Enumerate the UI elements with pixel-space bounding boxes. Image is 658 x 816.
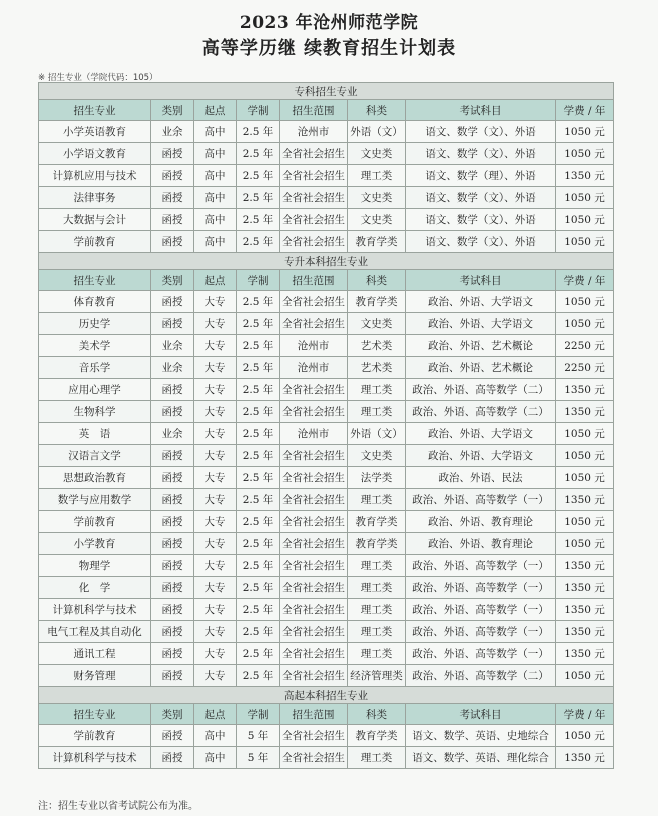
cell-tuition: 1350 元 xyxy=(556,747,614,769)
cell-exam-subjects: 语文、数学（文）、外语 xyxy=(406,209,556,231)
table-row xyxy=(39,357,614,379)
cell-tuition: 1050 元 xyxy=(556,511,614,533)
cell-enrollment-scope: 全省社会招生 xyxy=(280,291,348,313)
cell-enrollment-scope: 沧州市 xyxy=(280,121,348,143)
cell-category: 函授 xyxy=(151,577,194,599)
cell-enrollment-scope: 全省社会招生 xyxy=(280,379,348,401)
cell-duration: 2.5 年 xyxy=(237,143,280,165)
cell-tuition: 1050 元 xyxy=(556,423,614,445)
cell-major: 小学教育 xyxy=(39,533,151,555)
table-row xyxy=(39,143,614,165)
cell-enrollment-scope: 全省社会招生 xyxy=(280,599,348,621)
cell-start-level: 大专 xyxy=(194,467,237,489)
cell-major: 美术学 xyxy=(39,335,151,357)
cell-start-level: 高中 xyxy=(194,747,237,769)
cell-start-level: 大专 xyxy=(194,489,237,511)
cell-category: 函授 xyxy=(151,209,194,231)
cell-major: 计算机应用与技术 xyxy=(39,165,151,187)
cell-enrollment-scope: 全省社会招生 xyxy=(280,643,348,665)
cell-start-level: 大专 xyxy=(194,555,237,577)
cell-major: 思想政治教育 xyxy=(39,467,151,489)
cell-tuition: 2250 元 xyxy=(556,335,614,357)
table-row xyxy=(39,187,614,209)
cell-start-level: 大专 xyxy=(194,599,237,621)
cell-category: 函授 xyxy=(151,511,194,533)
cell-category: 函授 xyxy=(151,445,194,467)
column-header-row xyxy=(39,100,614,121)
cell-discipline: 教育学类 xyxy=(348,511,406,533)
cell-duration: 2.5 年 xyxy=(237,665,280,687)
cell-exam-subjects: 政治、外语、高等数学（二） xyxy=(406,665,556,687)
table-row xyxy=(39,555,614,577)
cell-tuition: 1350 元 xyxy=(556,621,614,643)
cell-exam-subjects: 政治、外语、教育理论 xyxy=(406,511,556,533)
cell-exam-subjects: 政治、外语、大学语文 xyxy=(406,291,556,313)
cell-start-level: 大专 xyxy=(194,643,237,665)
cell-tuition: 1050 元 xyxy=(556,467,614,489)
column-header-enrollment-scope: 招生范围 xyxy=(280,270,348,291)
table-row xyxy=(39,313,614,335)
cell-start-level: 大专 xyxy=(194,401,237,423)
cell-enrollment-scope: 全省社会招生 xyxy=(280,401,348,423)
cell-duration: 5 年 xyxy=(237,725,280,747)
table-row xyxy=(39,511,614,533)
cell-tuition: 1050 元 xyxy=(556,209,614,231)
cell-tuition: 1350 元 xyxy=(556,643,614,665)
cell-category: 函授 xyxy=(151,489,194,511)
table-row xyxy=(39,725,614,747)
column-header-enrollment-scope: 招生范围 xyxy=(280,100,348,121)
cell-duration: 2.5 年 xyxy=(237,577,280,599)
cell-category: 函授 xyxy=(151,555,194,577)
footnote: 注：招生专业以省考试院公布为准。 xyxy=(38,801,198,812)
cell-exam-subjects: 政治、外语、高等数学（二） xyxy=(406,379,556,401)
cell-start-level: 大专 xyxy=(194,665,237,687)
cell-enrollment-scope: 沧州市 xyxy=(280,357,348,379)
cell-enrollment-scope: 全省社会招生 xyxy=(280,231,348,253)
cell-category: 函授 xyxy=(151,467,194,489)
cell-exam-subjects: 语文、数学、英语、理化综合 xyxy=(406,747,556,769)
cell-start-level: 大专 xyxy=(194,445,237,467)
cell-discipline: 理工类 xyxy=(348,489,406,511)
cell-category: 函授 xyxy=(151,291,194,313)
table-row xyxy=(39,643,614,665)
cell-exam-subjects: 语文、数学（文）、外语 xyxy=(406,187,556,209)
cell-exam-subjects: 语文、数学（文）、外语 xyxy=(406,231,556,253)
cell-category: 业余 xyxy=(151,423,194,445)
column-header-row xyxy=(39,270,614,291)
cell-duration: 2.5 年 xyxy=(237,165,280,187)
cell-tuition: 1050 元 xyxy=(556,533,614,555)
table-row xyxy=(39,489,614,511)
cell-exam-subjects: 政治、外语、教育理论 xyxy=(406,533,556,555)
cell-category: 函授 xyxy=(151,533,194,555)
cell-exam-subjects: 语文、数学、英语、史地综合 xyxy=(406,725,556,747)
cell-start-level: 高中 xyxy=(194,143,237,165)
cell-discipline: 艺术类 xyxy=(348,357,406,379)
table-row xyxy=(39,467,614,489)
cell-duration: 2.5 年 xyxy=(237,511,280,533)
cell-tuition: 1050 元 xyxy=(556,291,614,313)
column-header-tuition: 学费 / 年 xyxy=(556,704,614,725)
cell-enrollment-scope: 全省社会招生 xyxy=(280,187,348,209)
cell-category: 函授 xyxy=(151,599,194,621)
cell-duration: 2.5 年 xyxy=(237,643,280,665)
cell-start-level: 高中 xyxy=(194,725,237,747)
cell-category: 函授 xyxy=(151,621,194,643)
cell-major: 历史学 xyxy=(39,313,151,335)
cell-duration: 2.5 年 xyxy=(237,533,280,555)
table-row xyxy=(39,665,614,687)
document-subtitle: 高等学历继 续教育招生计划表 xyxy=(201,38,457,59)
cell-discipline: 文史类 xyxy=(348,187,406,209)
table-row xyxy=(39,335,614,357)
cell-discipline: 理工类 xyxy=(348,621,406,643)
cell-duration: 2.5 年 xyxy=(237,599,280,621)
cell-start-level: 高中 xyxy=(194,165,237,187)
cell-discipline: 教育学类 xyxy=(348,231,406,253)
cell-duration: 2.5 年 xyxy=(237,121,280,143)
cell-category: 函授 xyxy=(151,643,194,665)
cell-start-level: 大专 xyxy=(194,291,237,313)
cell-tuition: 1350 元 xyxy=(556,165,614,187)
cell-major: 通讯工程 xyxy=(39,643,151,665)
cell-major: 小学语文教育 xyxy=(39,143,151,165)
cell-discipline: 外语（文） xyxy=(348,121,406,143)
cell-major: 汉语言文学 xyxy=(39,445,151,467)
cell-tuition: 1050 元 xyxy=(556,187,614,209)
cell-category: 函授 xyxy=(151,187,194,209)
document-title: 2023 年沧州师范学院 xyxy=(239,13,419,33)
cell-tuition: 1050 元 xyxy=(556,665,614,687)
cell-category: 业余 xyxy=(151,357,194,379)
column-header-discipline: 科类 xyxy=(348,100,406,121)
cell-major: 计算机科学与技术 xyxy=(39,747,151,769)
cell-major: 计算机科学与技术 xyxy=(39,599,151,621)
table-row xyxy=(39,291,614,313)
cell-exam-subjects: 语文、数学（文）、外语 xyxy=(406,121,556,143)
cell-discipline: 文史类 xyxy=(348,445,406,467)
cell-exam-subjects: 政治、外语、高等数学（一） xyxy=(406,599,556,621)
cell-exam-subjects: 政治、外语、高等数学（一） xyxy=(406,621,556,643)
cell-enrollment-scope: 全省社会招生 xyxy=(280,467,348,489)
cell-exam-subjects: 政治、外语、艺术概论 xyxy=(406,357,556,379)
column-header-major: 招生专业 xyxy=(39,270,151,291)
cell-discipline: 理工类 xyxy=(348,747,406,769)
cell-category: 函授 xyxy=(151,747,194,769)
cell-exam-subjects: 政治、外语、高等数学（二） xyxy=(406,401,556,423)
cell-major: 法律事务 xyxy=(39,187,151,209)
cell-major: 学前教育 xyxy=(39,511,151,533)
cell-exam-subjects: 政治、外语、高等数学（一） xyxy=(406,555,556,577)
cell-major: 音乐学 xyxy=(39,357,151,379)
cell-start-level: 大专 xyxy=(194,533,237,555)
cell-discipline: 文史类 xyxy=(348,143,406,165)
section-header-row xyxy=(39,83,614,100)
cell-tuition: 1050 元 xyxy=(556,725,614,747)
cell-tuition: 1350 元 xyxy=(556,401,614,423)
column-header-duration: 学制 xyxy=(237,270,280,291)
cell-tuition: 1350 元 xyxy=(556,577,614,599)
cell-tuition: 1050 元 xyxy=(556,313,614,335)
table-row xyxy=(39,209,614,231)
cell-exam-subjects: 政治、外语、高等数学（一） xyxy=(406,577,556,599)
cell-tuition: 1350 元 xyxy=(556,599,614,621)
cell-major: 物理学 xyxy=(39,555,151,577)
column-header-category: 类别 xyxy=(151,704,194,725)
cell-tuition: 1350 元 xyxy=(556,379,614,401)
cell-enrollment-scope: 全省社会招生 xyxy=(280,489,348,511)
section-title: 高起本科招生专业 xyxy=(39,687,614,704)
cell-enrollment-scope: 全省社会招生 xyxy=(280,621,348,643)
cell-enrollment-scope: 全省社会招生 xyxy=(280,143,348,165)
column-header-tuition: 学费 / 年 xyxy=(556,270,614,291)
cell-start-level: 高中 xyxy=(194,187,237,209)
cell-discipline: 外语（文） xyxy=(348,423,406,445)
table-row xyxy=(39,379,614,401)
cell-duration: 2.5 年 xyxy=(237,445,280,467)
table-row xyxy=(39,165,614,187)
cell-discipline: 艺术类 xyxy=(348,335,406,357)
cell-start-level: 大专 xyxy=(194,313,237,335)
cell-enrollment-scope: 全省社会招生 xyxy=(280,665,348,687)
table-row xyxy=(39,445,614,467)
cell-major: 小学英语教育 xyxy=(39,121,151,143)
column-header-major: 招生专业 xyxy=(39,100,151,121)
cell-major: 大数据与会计 xyxy=(39,209,151,231)
cell-exam-subjects: 政治、外语、高等数学（一） xyxy=(406,643,556,665)
cell-discipline: 理工类 xyxy=(348,165,406,187)
cell-category: 函授 xyxy=(151,725,194,747)
cell-major: 财务管理 xyxy=(39,665,151,687)
column-header-exam-subjects: 考试科目 xyxy=(406,100,556,121)
cell-enrollment-scope: 沧州市 xyxy=(280,335,348,357)
column-header-exam-subjects: 考试科目 xyxy=(406,704,556,725)
cell-discipline: 理工类 xyxy=(348,599,406,621)
cell-duration: 2.5 年 xyxy=(237,555,280,577)
cell-duration: 2.5 年 xyxy=(237,357,280,379)
cell-tuition: 1050 元 xyxy=(556,445,614,467)
cell-enrollment-scope: 全省社会招生 xyxy=(280,511,348,533)
table-row xyxy=(39,121,614,143)
table-row xyxy=(39,599,614,621)
cell-major: 学前教育 xyxy=(39,231,151,253)
cell-tuition: 1050 元 xyxy=(556,231,614,253)
cell-duration: 2.5 年 xyxy=(237,423,280,445)
cell-discipline: 法学类 xyxy=(348,467,406,489)
cell-category: 函授 xyxy=(151,165,194,187)
table-row xyxy=(39,231,614,253)
cell-discipline: 教育学类 xyxy=(348,533,406,555)
cell-category: 函授 xyxy=(151,665,194,687)
cell-duration: 2.5 年 xyxy=(237,209,280,231)
column-header-exam-subjects: 考试科目 xyxy=(406,270,556,291)
cell-category: 函授 xyxy=(151,379,194,401)
cell-category: 函授 xyxy=(151,313,194,335)
cell-enrollment-scope: 全省社会招生 xyxy=(280,445,348,467)
cell-enrollment-scope: 全省社会招生 xyxy=(280,165,348,187)
cell-enrollment-scope: 全省社会招生 xyxy=(280,577,348,599)
cell-exam-subjects: 政治、外语、艺术概论 xyxy=(406,335,556,357)
cell-discipline: 理工类 xyxy=(348,643,406,665)
cell-enrollment-scope: 沧州市 xyxy=(280,423,348,445)
column-header-start-level: 起点 xyxy=(194,100,237,121)
cell-start-level: 大专 xyxy=(194,621,237,643)
cell-start-level: 大专 xyxy=(194,423,237,445)
cell-category: 业余 xyxy=(151,335,194,357)
cell-category: 函授 xyxy=(151,401,194,423)
table-row xyxy=(39,577,614,599)
cell-major: 数学与应用数学 xyxy=(39,489,151,511)
table-row xyxy=(39,747,614,769)
cell-tuition: 1050 元 xyxy=(556,143,614,165)
cell-major: 英 语 xyxy=(39,423,151,445)
cell-exam-subjects: 政治、外语、大学语文 xyxy=(406,313,556,335)
cell-exam-subjects: 政治、外语、民法 xyxy=(406,467,556,489)
column-header-start-level: 起点 xyxy=(194,704,237,725)
cell-duration: 5 年 xyxy=(237,747,280,769)
cell-enrollment-scope: 全省社会招生 xyxy=(280,209,348,231)
column-header-category: 类别 xyxy=(151,100,194,121)
column-header-duration: 学制 xyxy=(237,704,280,725)
cell-discipline: 文史类 xyxy=(348,313,406,335)
cell-enrollment-scope: 全省社会招生 xyxy=(280,725,348,747)
cell-duration: 2.5 年 xyxy=(237,489,280,511)
cell-start-level: 大专 xyxy=(194,357,237,379)
table-row xyxy=(39,401,614,423)
section-header-row xyxy=(39,253,614,270)
cell-discipline: 经济管理类 xyxy=(348,665,406,687)
cell-duration: 2.5 年 xyxy=(237,231,280,253)
cell-duration: 2.5 年 xyxy=(237,621,280,643)
cell-tuition: 2250 元 xyxy=(556,357,614,379)
cell-start-level: 大专 xyxy=(194,511,237,533)
cell-tuition: 1350 元 xyxy=(556,555,614,577)
cell-start-level: 高中 xyxy=(194,209,237,231)
cell-duration: 2.5 年 xyxy=(237,291,280,313)
cell-major: 学前教育 xyxy=(39,725,151,747)
cell-category: 业余 xyxy=(151,121,194,143)
cell-tuition: 1350 元 xyxy=(556,489,614,511)
cell-start-level: 大专 xyxy=(194,379,237,401)
enrollment-plan-table xyxy=(38,82,614,769)
column-header-enrollment-scope: 招生范围 xyxy=(280,704,348,725)
cell-start-level: 高中 xyxy=(194,121,237,143)
cell-discipline: 理工类 xyxy=(348,401,406,423)
cell-major: 电气工程及其自动化 xyxy=(39,621,151,643)
cell-major: 化 学 xyxy=(39,577,151,599)
section-title: 专科招生专业 xyxy=(39,83,614,100)
table-row xyxy=(39,621,614,643)
cell-discipline: 教育学类 xyxy=(348,725,406,747)
table-row xyxy=(39,533,614,555)
cell-exam-subjects: 政治、外语、大学语文 xyxy=(406,423,556,445)
column-header-category: 类别 xyxy=(151,270,194,291)
cell-start-level: 高中 xyxy=(194,231,237,253)
cell-discipline: 理工类 xyxy=(348,555,406,577)
section-title: 专升本科招生专业 xyxy=(39,253,614,270)
section-header-row xyxy=(39,687,614,704)
cell-duration: 2.5 年 xyxy=(237,401,280,423)
cell-enrollment-scope: 全省社会招生 xyxy=(280,313,348,335)
school-code-note: ※ 招生专业（学院代码：105） xyxy=(38,73,158,83)
cell-enrollment-scope: 全省社会招生 xyxy=(280,555,348,577)
column-header-discipline: 科类 xyxy=(348,270,406,291)
table-row xyxy=(39,423,614,445)
cell-duration: 2.5 年 xyxy=(237,187,280,209)
cell-major: 体育教育 xyxy=(39,291,151,313)
cell-duration: 2.5 年 xyxy=(237,335,280,357)
cell-discipline: 理工类 xyxy=(348,577,406,599)
cell-category: 函授 xyxy=(151,231,194,253)
cell-major: 应用心理学 xyxy=(39,379,151,401)
column-header-duration: 学制 xyxy=(237,100,280,121)
column-header-discipline: 科类 xyxy=(348,704,406,725)
cell-category: 函授 xyxy=(151,143,194,165)
cell-duration: 2.5 年 xyxy=(237,379,280,401)
cell-exam-subjects: 政治、外语、大学语文 xyxy=(406,445,556,467)
cell-discipline: 教育学类 xyxy=(348,291,406,313)
cell-major: 生物科学 xyxy=(39,401,151,423)
column-header-major: 招生专业 xyxy=(39,704,151,725)
cell-enrollment-scope: 全省社会招生 xyxy=(280,747,348,769)
column-header-tuition: 学费 / 年 xyxy=(556,100,614,121)
cell-discipline: 理工类 xyxy=(348,379,406,401)
cell-duration: 2.5 年 xyxy=(237,467,280,489)
cell-start-level: 大专 xyxy=(194,577,237,599)
cell-exam-subjects: 语文、数学（文）、外语 xyxy=(406,143,556,165)
cell-exam-subjects: 语文、数学（理）、外语 xyxy=(406,165,556,187)
column-header-start-level: 起点 xyxy=(194,270,237,291)
cell-start-level: 大专 xyxy=(194,335,237,357)
column-header-row xyxy=(39,704,614,725)
cell-discipline: 文史类 xyxy=(348,209,406,231)
cell-duration: 2.5 年 xyxy=(237,313,280,335)
cell-exam-subjects: 政治、外语、高等数学（一） xyxy=(406,489,556,511)
table-body xyxy=(39,83,614,769)
cell-tuition: 1050 元 xyxy=(556,121,614,143)
cell-enrollment-scope: 全省社会招生 xyxy=(280,533,348,555)
